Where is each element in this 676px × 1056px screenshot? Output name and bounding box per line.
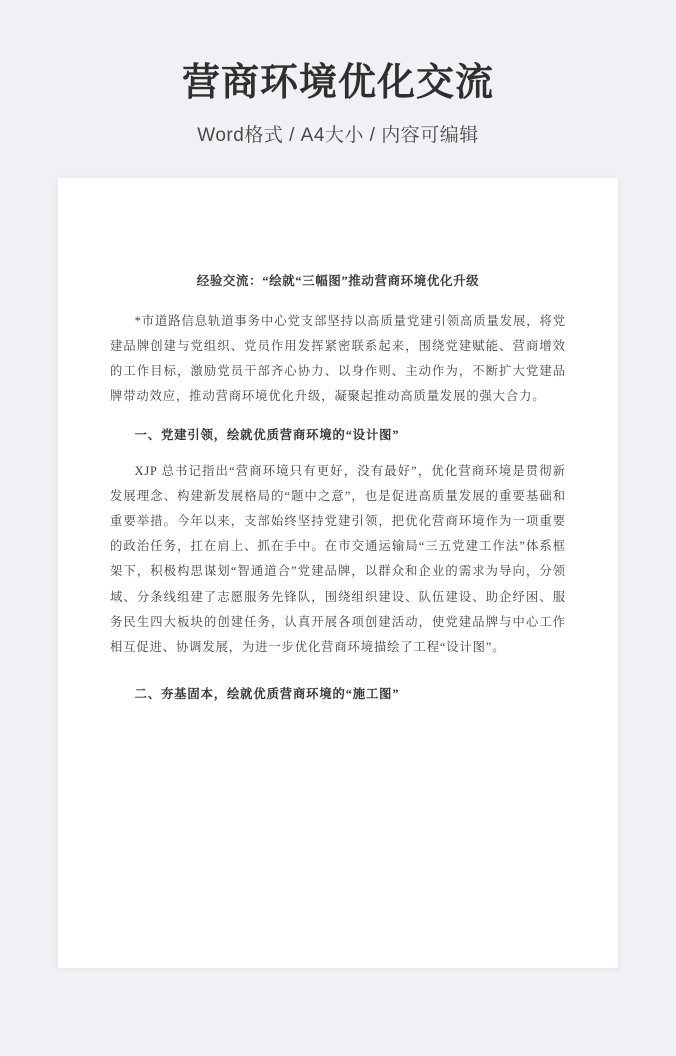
document-paragraph: *市道路信息轨道事务中心党支部坚持以高质量党建引领高质量发展，将党建品牌创建与党组织、党员作用发挥紧密联系起来，围绕党建赋能、营商增效的工作目标，激励党员干部齐心协力、以身作则、主动作为，不断扩大党建品牌带动效应，推动营商环境优化升级，凝聚起推动高质量发展的强大合力。 bbox=[110, 313, 566, 404]
document-heading: 二、夯基固本，绘就优质营商环境的“施工图” bbox=[134, 687, 400, 702]
document-title: 经验交流：“绘就“三幅图”推动营商环境优化升级 bbox=[196, 274, 480, 288]
poster-header bbox=[0, 0, 676, 147]
document-paragraph: XJP 总书记指出“营商环境只有更好，没有最好”，优化营商环境是贯彻新发展理念、构建新发展格局的“题中之意”，也是促进高质量发展的重要基础和重要举措。今年以来，支部始终坚持党建引领，把优化营商环境作为一项重要的政治任务，扛在肩上、抓在手中。在市交通运输局“三五党建工作法”体系框架下，积极构思谋划“智通道合”党建品牌，以群众和企业的需求为导向，分领域、分条线组建了志愿服务先锋队，围绕组织建设、队伍建设、助企纾困、服务民生四大板块的创建任务，认真开展各项创建活动，使党建品牌与中心工作相互促进、协调发展，为进一步优化营商环境描绘了工程“设计图”。 bbox=[110, 463, 566, 654]
document-sheet bbox=[58, 178, 618, 968]
document-heading: 一、党建引领，绘就优质营商环境的“设计图” bbox=[134, 428, 400, 443]
page-subtitle: Word格式 / A4大小 / 内容可编辑 bbox=[197, 124, 479, 146]
page-title: 营商环境优化交流 bbox=[181, 62, 494, 104]
